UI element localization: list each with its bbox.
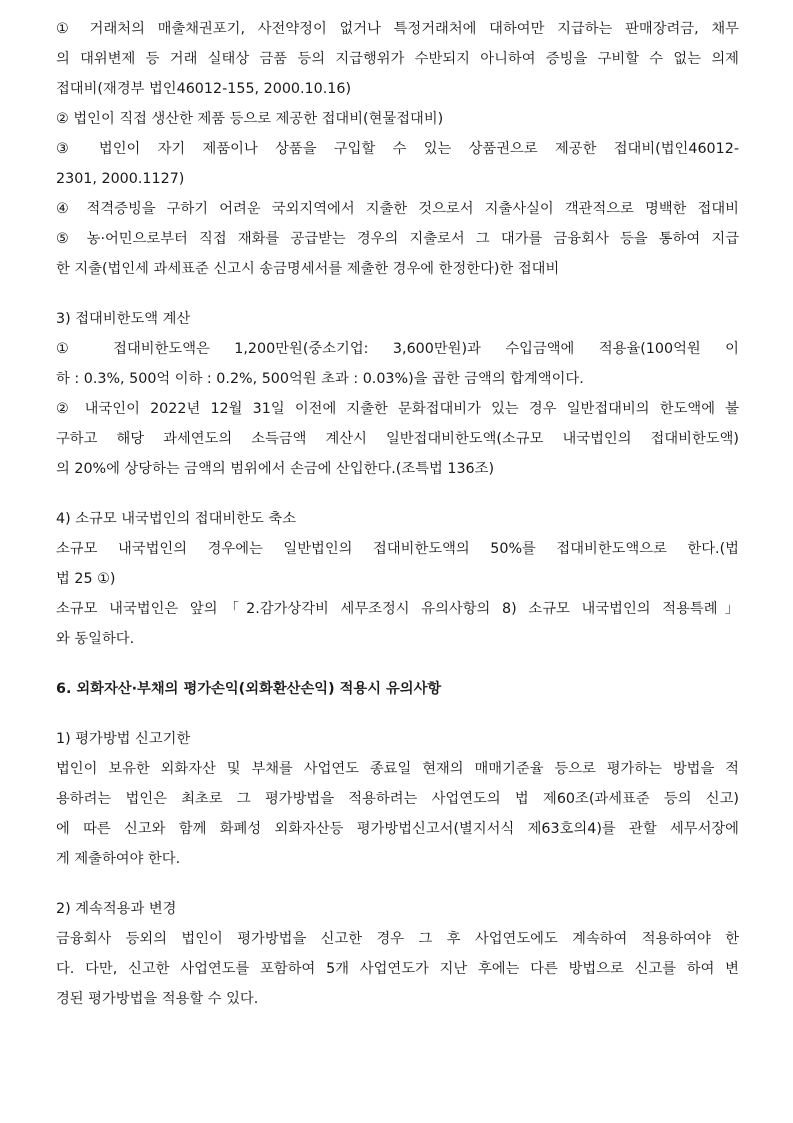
paragraph-line: 의 20%에 상당하는 금액의 범위에서 손금에 산입한다.(조특법 136조) [56, 461, 495, 477]
chapter-heading: 6. 외화자산·부채의 평가손익(외화환산손익) 적용시 유의사항 [56, 681, 442, 697]
paragraph-line: 경된 평가방법을 적용할 수 있다. [56, 991, 259, 1007]
paragraph-line: 구하고 해당 과세연도의 소득금액 계산시 일반접대비한도액(소규모 내국법인의 접대비한도액) [56, 431, 739, 447]
paragraph-line: 접대비(재경부 법인46012-155, 2000.10.16) [56, 81, 352, 97]
paragraph-line: ② 내국인이 2022년 12월 31일 이전에 지출한 문화접대비가 있는 경우 일반접대비의 한도액에 불 [56, 401, 739, 417]
paragraph-line: 법인이 보유한 외화자산 및 부채를 사업연도 종료일 현재의 매매기준율 등으로 평가하는 방법을 적 [56, 761, 739, 777]
paragraph-line: 용하려는 법인은 최초로 그 평가방법을 적용하려는 사업연도의 법 제60조(과세표준 등의 신고) [56, 791, 739, 807]
paragraph-line: 다. 다만, 신고한 사업연도를 포함하여 5개 사업연도가 지난 후에는 다른 방법으로 신고를 하여 변 [56, 961, 739, 977]
paragraph-line: 소규모 내국법인의 경우에는 일반법인의 접대비한도액의 50%를 접대비한도액으로 한다.(법 [56, 541, 739, 557]
paragraph-line: 한 지출(법인세 과세표준 신고시 송금명세서를 제출한 경우에 한정한다)한 접대비 [56, 261, 560, 277]
paragraph-line: 하 : 0.3%, 500억 이하 : 0.2%, 500억원 초과 : 0.03%)을 곱한 금액의 합계액이다. [56, 371, 584, 387]
section-heading: 4) 소규모 내국법인의 접대비한도 축소 [56, 511, 297, 527]
paragraph-line: 2301, 2000.1127) [56, 171, 185, 187]
paragraph-line: 법 25 ①) [56, 571, 116, 587]
section-heading: 1) 평가방법 신고기한 [56, 731, 191, 747]
paragraph-line: ① 접대비한도액은 1,200만원(중소기업: 3,600만원)과 수입금액에 적용율(100억원 이 [56, 341, 739, 357]
paragraph-line: 의 대위변제 등 거래 실태상 금품 등의 지급행위가 수반되지 아니하여 증빙을 구비할 수 없는 의제 [56, 51, 739, 67]
paragraph-line: 게 제출하여야 한다. [56, 851, 181, 867]
paragraph-line: 에 따른 신고와 함께 화폐성 외화자산등 평가방법신고서(별지서식 제63호의4)를 관할 세무서장에 [56, 821, 739, 837]
paragraph-line: ① 거래처의 매출채권포기, 사전약정이 없거나 특정거래처에 대하여만 지급하는 판매장려금, 채무 [56, 21, 739, 37]
section-heading: 2) 계속적용과 변경 [56, 901, 177, 917]
paragraph-line: ④ 적격증빙을 구하기 어려운 국외지역에서 지출한 것으로서 지출사실이 객관적으로 명백한 접대비 [56, 201, 739, 217]
section-heading: 3) 접대비한도액 계산 [56, 311, 191, 327]
paragraph-line: ⑤ 농·어민으로부터 직접 재화를 공급받는 경우의 지출로서 그 대가를 금융회사 등을 통하여 지급 [56, 231, 739, 247]
paragraph-line: 소규모 내국법인은 앞의「2.감가상각비 세무조정시 유의사항의 8) 소규모 내국법인의 적용특례」 [56, 601, 739, 617]
paragraph-line: 금융회사 등외의 법인이 평가방법을 신고한 경우 그 후 사업연도에도 계속하여 적용하여야 한 [56, 931, 739, 947]
paragraph-line: ② 법인이 직접 생산한 제품 등으로 제공한 접대비(현물접대비) [56, 111, 444, 127]
paragraph-line: 와 동일하다. [56, 631, 135, 647]
paragraph-line: ③ 법인이 자기 제품이나 상품을 구입할 수 있는 상품권으로 제공한 접대비(법인46012- [56, 141, 739, 157]
